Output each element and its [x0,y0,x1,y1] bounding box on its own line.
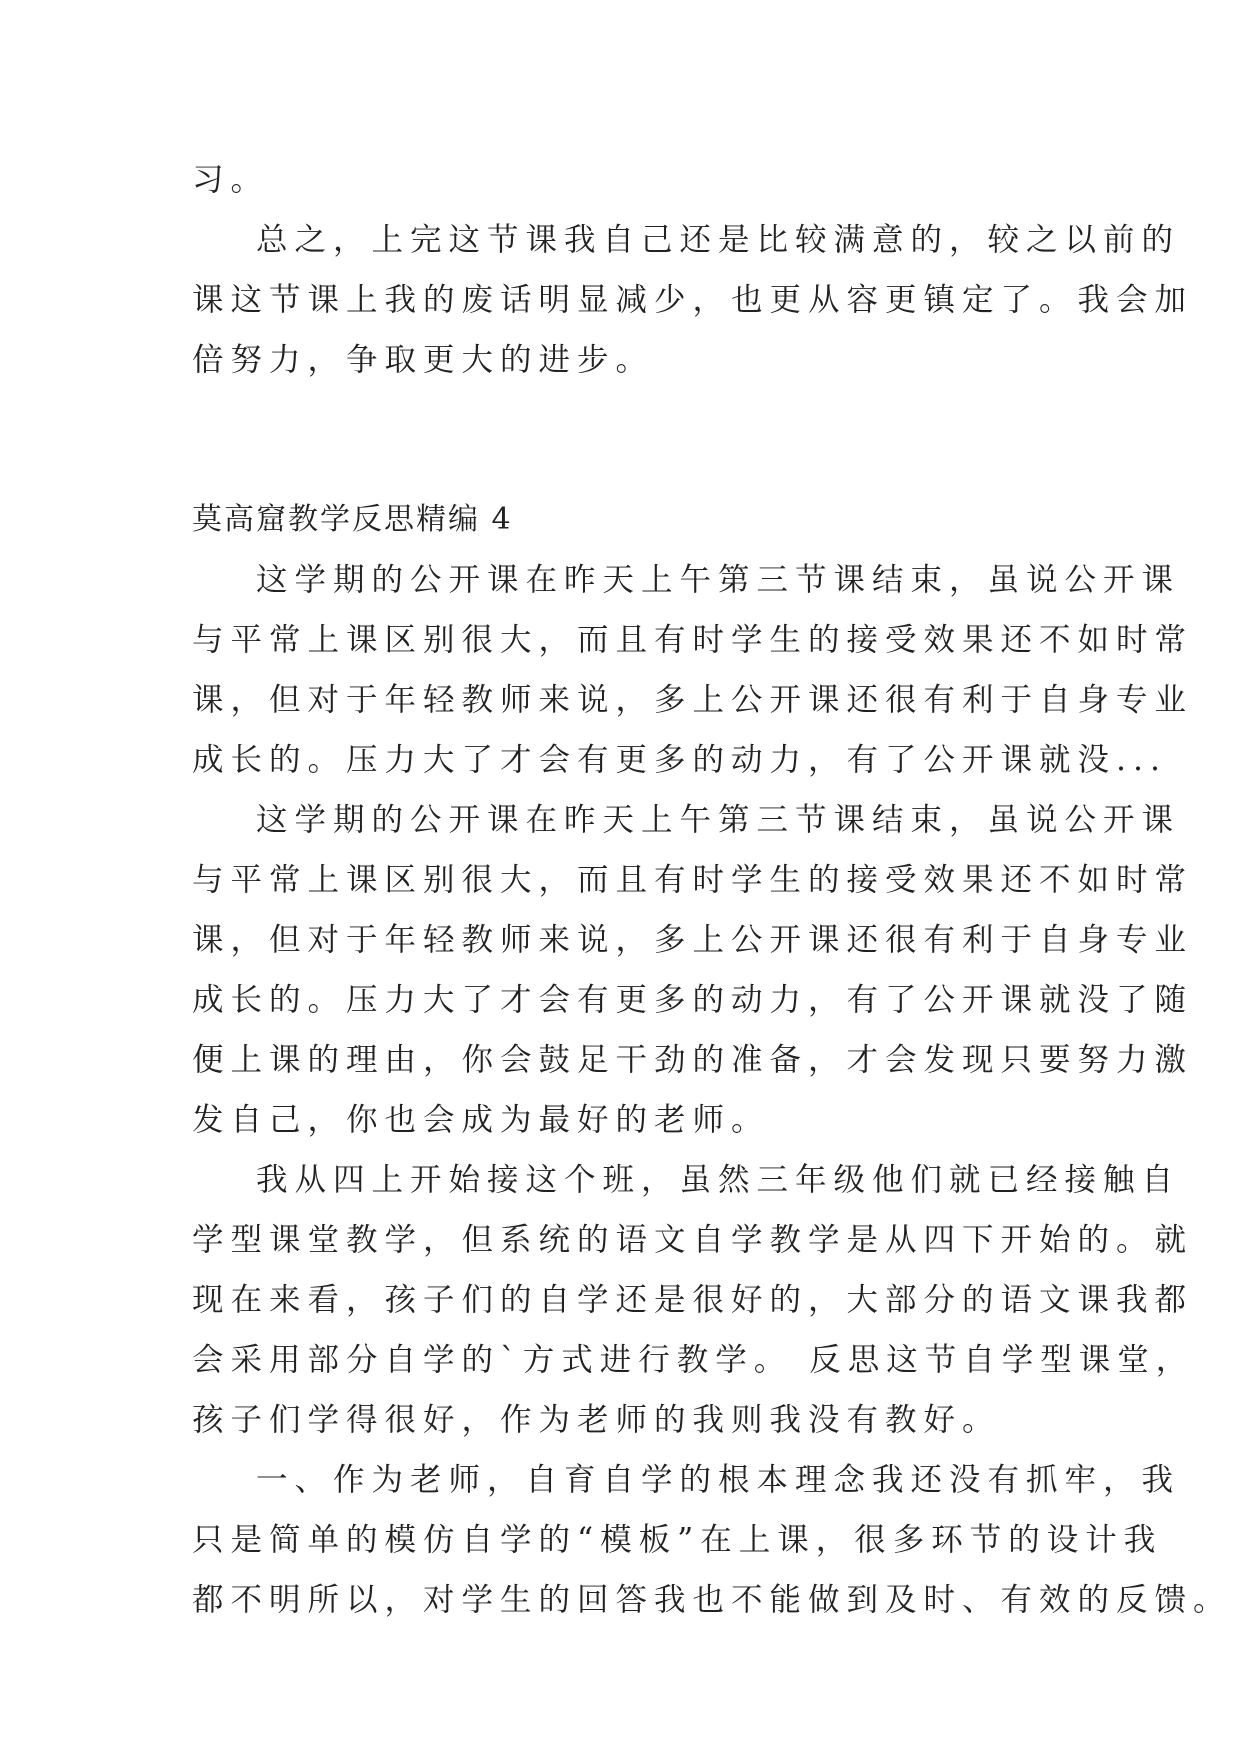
section-heading: 莫高窟教学反思精编 4 [192,502,513,537]
text-line: 便上课的理由，你会鼓足干劲的准备，才会发现只要努力激 [192,1042,1194,1078]
text-line: 成长的。压力大了才会有更多的动力，有了公开课就没... [192,742,1168,778]
text-line: 与平常上课区别很大，而且有时学生的接受效果还不如时常 [192,622,1194,658]
spacer [192,390,1052,490]
text-line: 发自己，你也会成为最好的老师。 [192,1102,770,1138]
paragraph [192,790,1194,1150]
text-line: 这学期的公开课在昨天上午第三节课结束，虽说公开课 [256,802,1181,838]
text-line: 一、作为老师，自育自学的根本理念我还没有抓牢，我 [256,1462,1181,1498]
text-line: 成长的。压力大了才会有更多的动力，有了公开课就没了随 [192,982,1194,1018]
text-line: 总之，上完这节课我自己还是比较满意的，较之以前的 [256,222,1181,258]
text-line: 孩子们学得很好，作为老师的我则我没有教好。 [192,1402,1001,1438]
text-line: 我从四上开始接这个班，虽然三年级他们就已经接触自 [256,1162,1181,1198]
paragraph [192,1150,1195,1450]
text-line: 课，但对于年轻教师来说，多上公开课还很有利于自身专业 [192,922,1194,958]
text-line: 只是简单的模仿自学的“模板”在上课，很多环节的设计我 [192,1522,1163,1558]
text-line: 课这节课上我的废话明显减少，也更从容更镇定了。我会加 [192,282,1194,318]
text-line: 都不明所以，对学生的回答我也不能做到及时、有效的反馈。 [192,1582,1232,1618]
text-line: 学型课堂教学，但系统的语文自学教学是从四下开始的。就 [192,1222,1194,1258]
paragraph [192,150,1052,210]
text-line: 会采用部分自学的`方式进行教学。 反思这节自学型课堂， [192,1342,1195,1378]
paragraph [192,550,1194,790]
text-line: 现在来看，孩子们的自学还是很好的，大部分的语文课我都 [192,1282,1194,1318]
text-line: 习。 [192,162,270,198]
paragraph [192,210,1194,390]
text-line: 倍努力，争取更大的进步。 [192,342,655,378]
document-body [192,150,1232,1630]
text-line: 课，但对于年轻教师来说，多上公开课还很有利于自身专业 [192,682,1194,718]
text-line: 这学期的公开课在昨天上午第三节课结束，虽说公开课 [256,562,1181,598]
paragraph [192,1450,1232,1630]
text-line: 与平常上课区别很大，而且有时学生的接受效果还不如时常 [192,862,1194,898]
